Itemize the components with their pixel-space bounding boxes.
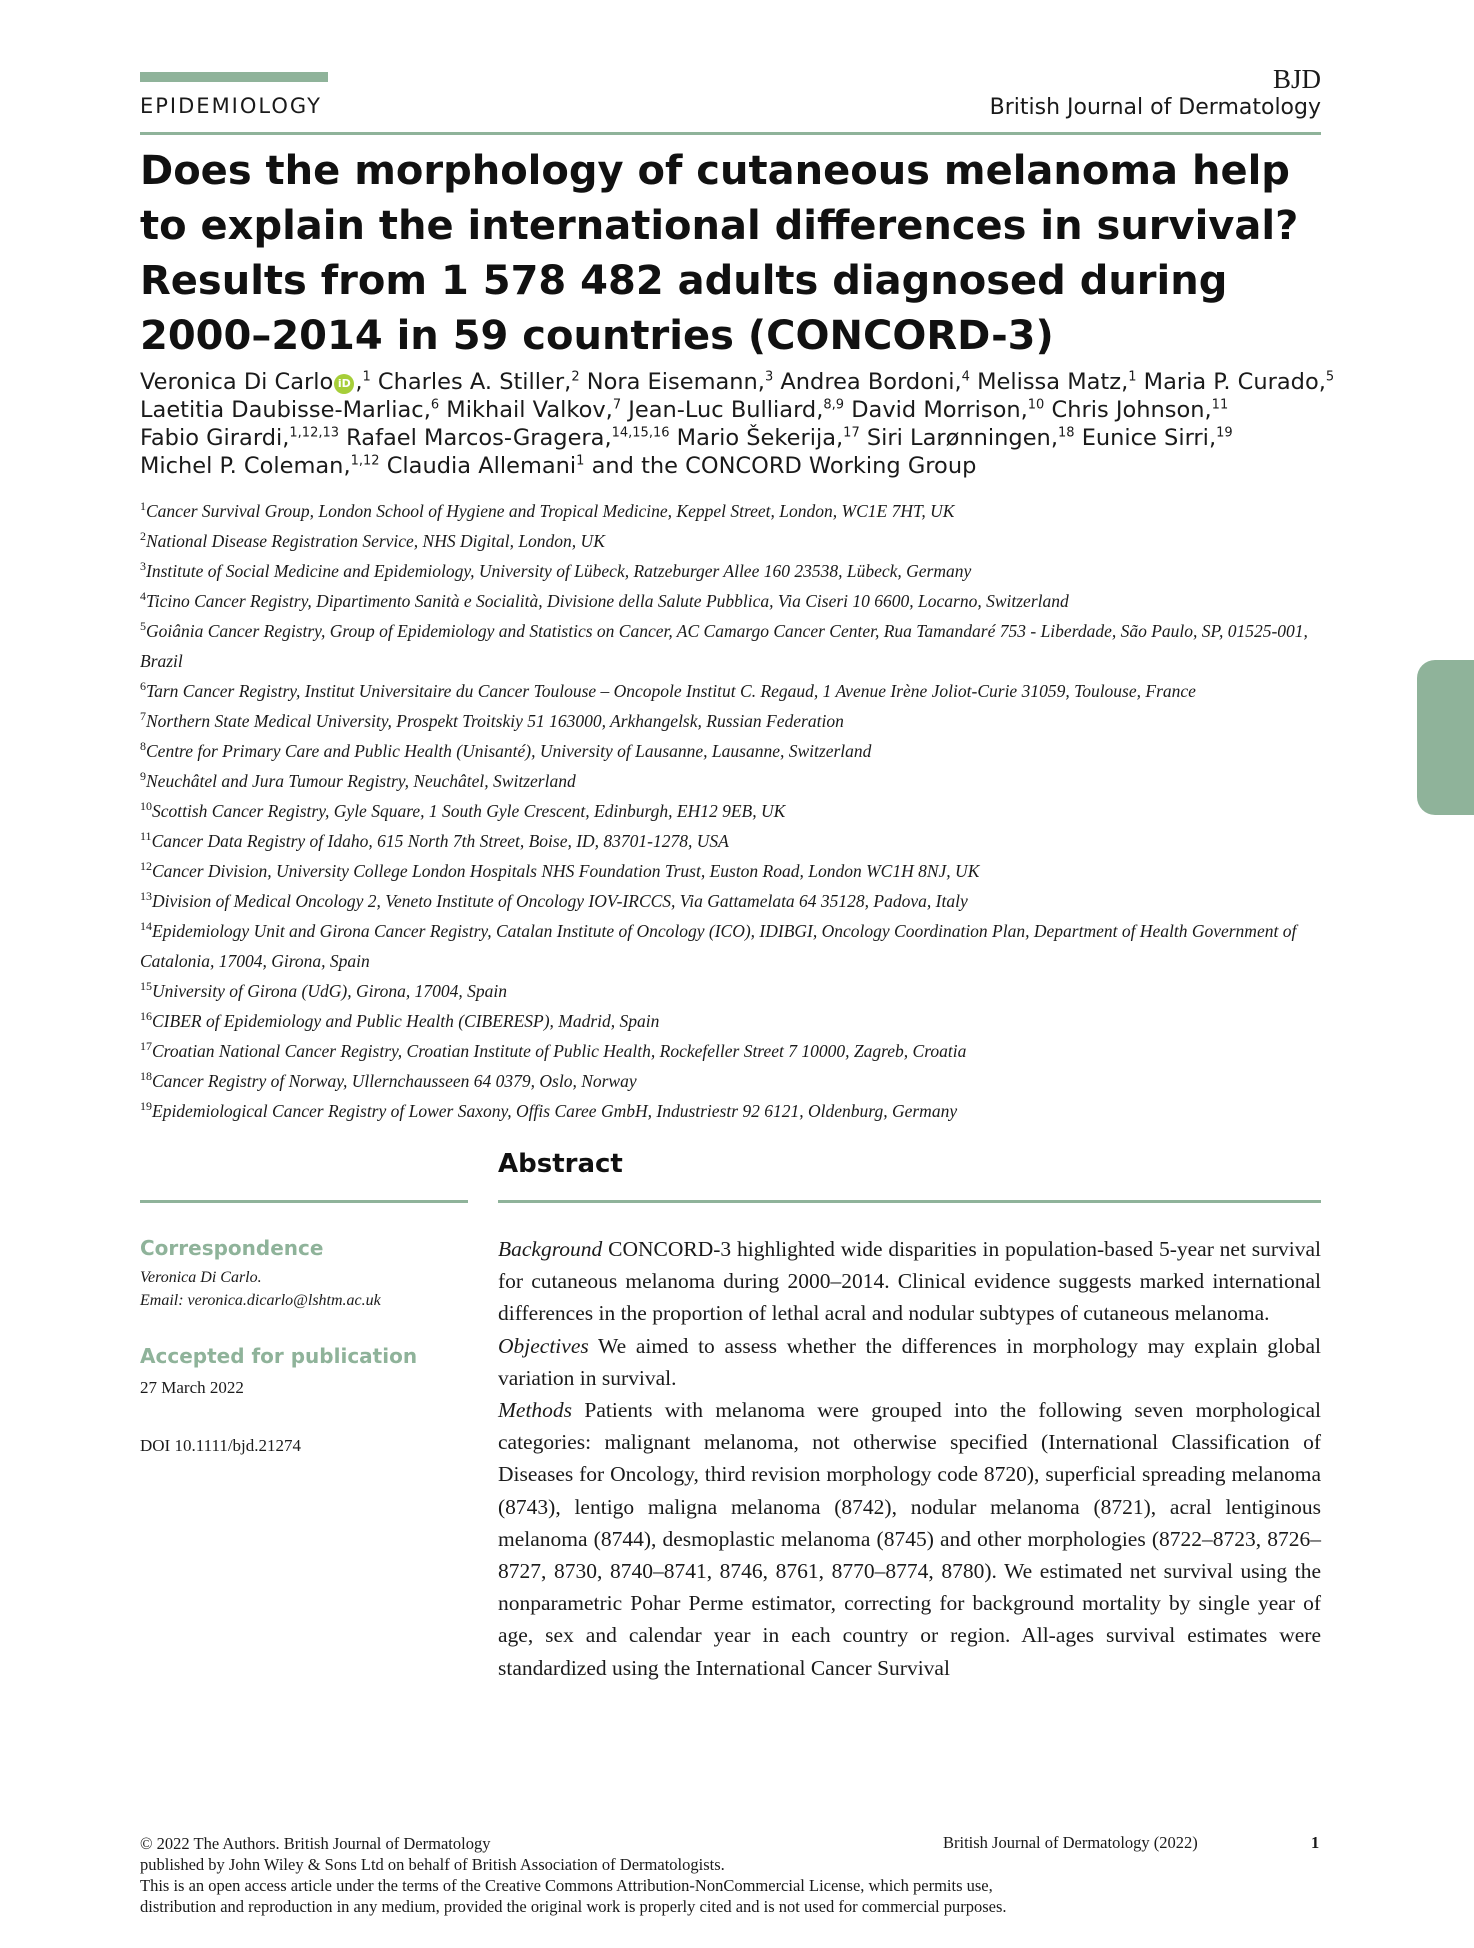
author-affiliation-ref: 2 [571,369,580,385]
author: Mario Šekerija,$^{17}$ [676,425,860,451]
author-affiliation-ref: 1,12,13 [289,425,340,441]
author-affiliation-ref: 11 [1211,397,1229,413]
author-affiliation-ref: 5 [1325,369,1335,385]
author: Michel P. Coleman,$^{1,12}$ [140,453,380,479]
background-text: CONCORD-3 highlighted wide disparities in population-based 5-year net survival for cutaneous melanoma during 2000–2014. Clinical evidence suggests marked international differences in the proportion of lethal acral and nodular subtypes of cutaneous melanoma. [498,1237,1322,1326]
author-name: Michel P. Coleman [140,453,344,479]
author: Melissa Matz,$^1$ [977,369,1137,395]
author: Mikhail Valkov,$^7$ [446,397,622,423]
author-name: Veronica Di Carlo [140,369,334,395]
author-name: Maria P. Curado [1143,369,1319,395]
affiliation-number: 11 [140,829,152,844]
footer-journal-year: British Journal of Dermatology (2022) [943,1833,1198,1852]
author-affiliation-ref: 7 [612,397,622,413]
author-name: Claudia Allemani [386,453,577,479]
author-affiliation-ref: 6 [430,397,440,413]
affiliation-number: 8 [140,739,146,754]
objectives-label: Objectives [498,1333,589,1358]
author-name: Laetitia Daubisse-Marliac [140,397,424,423]
author-group: and the CONCORD Working Group [591,453,977,479]
affiliation-text: Cancer Registry of Norway, Ullernchausseen 64 0379, Oslo, Norway [152,1071,637,1091]
correspondence-email[interactable]: Email: veronica.dicarlo@lshtm.ac.uk [140,1292,381,1309]
affiliation [140,586,1330,616]
author: Andrea Bordoni,$^4$ [780,369,970,395]
affiliation-text: Croatian National Cancer Registry, Croatian Institute of Public Health, Rockefeller Street 7 10000, Zagreb, Croatia [152,1041,967,1061]
affiliation [140,826,1330,856]
page-number: 1 [1311,1833,1320,1852]
affiliation-text: Epidemiology Unit and Girona Cancer Registry, Catalan Institute of Oncology (ICO), IDIBGI, Oncology Coordination Plan, Department of Health Government of Catalonia, 17004, Girona, Spain [140,921,1297,971]
author-name: Rafael Marcos-Gragera [346,425,605,451]
author-affiliation-ref: 8,9 [823,397,845,413]
affiliation-number: 5 [140,619,146,634]
author-name: Jean-Luc Bulliard [628,397,817,423]
author-affiliation-ref: 4 [961,369,970,385]
correspondence-name: Veronica Di Carlo. [140,1269,262,1286]
affiliation [140,856,1330,886]
author: Siri Larønningen,$^{18}$ [866,425,1075,451]
affiliation [140,886,1330,916]
affiliation-text: Goiânia Cancer Registry, Group of Epidemiology and Statistics on Cancer, AC Camargo Cancer Center, Rua Tamandaré 753 - Liberdade, São Paulo, SP, 01525-001, Brazil [140,621,1308,671]
section-label: EPIDEMIOLOGY [140,94,322,118]
author: Rafael Marcos-Gragera,$^{14,15,16}$ [346,425,670,451]
background-label: Background [498,1237,603,1261]
article-info-sidebar [140,1236,470,1456]
abstract-background [498,1233,1321,1330]
affiliation [140,706,1330,736]
abstract-objectives [498,1330,1321,1394]
affiliation-number: 10 [140,799,152,814]
methods-text: Patients with melanoma were grouped into the following seven morphological categories: malignant melanoma, not otherwise specified (International Classification of Diseases for Oncology, third revision morphology code 8720), superficial spreading melanoma (8743), lentigo maligna melanoma (8742), nodular melanoma (8721), acral lentiginous melanoma (8744), desmoplastic melanoma (8745) and other morphologies (8722–8723, 8726–8727, 8730, 8740–8741, 8746, 8761, 8770–8774, 8780). We estimated net survival using the nonparametric Pohar Perme estimator, correcting for background mortality by single year of age, sex and calendar year in each country or region. All-ages survival estimates were standardized using the International Cancer Survival [498,1398,1321,1680]
author-affiliation-ref: 1 [576,453,585,469]
methods-label: Methods [498,1398,573,1423]
author-affiliation-ref: 10 [1027,397,1045,413]
affiliation-text: Division of Medical Oncology 2, Veneto Institute of Oncology IOV-IRCCS, Via Gattamelata 64 35128, Padova, Italy [152,891,968,911]
author: Laetitia Daubisse-Marliac,$^6$ [140,397,440,423]
author-name: Charles A. Stiller [377,369,565,395]
author-affiliation-ref: 1 [362,369,371,385]
affiliation-number: 2 [140,529,146,544]
affiliation [140,676,1330,706]
header-rule [140,132,1321,135]
journal-name: British Journal of Dermatology [989,95,1321,120]
affiliation-text: Institute of Social Medicine and Epidemiology, University of Lübeck, Ratzeburger Allee 160 23538, Lübeck, Germany [146,561,972,581]
affiliation-text: Centre for Primary Care and Public Health (Unisanté), University of Lausanne, Lausanne, Switzerland [146,741,872,761]
affiliation-number: 9 [140,769,146,784]
abstract-methods [498,1394,1321,1684]
affiliation-number: 18 [140,1069,152,1084]
author: Maria P. Curado,$^5$ [1143,369,1335,395]
author: Veronica Di Carlo iD ,$^1$ [140,369,371,395]
affiliation-text: Neuchâtel and Jura Tumour Registry, Neuchâtel, Switzerland [146,771,576,791]
affiliation-text: Northern State Medical University, Prospekt Troitskiy 51 163000, Arkhangelsk, Russian Federation [146,711,844,731]
author-name: Chris Johnson [1051,397,1205,423]
author-name: David Morrison [851,397,1021,423]
author: Fabio Girardi,$^{1,12,13}$ [140,425,340,451]
header-accent-bar [140,72,328,82]
affiliation-text: Scottish Cancer Registry, Gyle Square, 1 South Gyle Crescent, Edinburgh, EH12 9EB, UK [152,801,786,821]
author [387,453,585,479]
footer-license-line-1: This is an open access article under the terms of the Creative Commons Attribution-NonCommercial License, which permits use, [140,1876,993,1895]
affiliation-text: Epidemiological Cancer Registry of Lower Saxony, Offis Caree GmbH, Industriestr 92 6121, Oldenburg, Germany [152,1101,958,1121]
accepted-date: 27 March 2022 [140,1378,244,1397]
author-affiliation-ref: 17 [843,425,860,441]
side-tab-marker [1417,660,1474,815]
footer-copyright: © 2022 The Authors. British Journal of Dermatology [140,1834,491,1853]
author-affiliation-ref: 3 [764,369,774,385]
affiliation [140,616,1330,676]
correspondence-heading: Correspondence [140,1236,324,1260]
affiliation-text: National Disease Registration Service, NHS Digital, London, UK [146,531,605,551]
author: Eunice Sirri,$^{19}$ [1081,425,1233,451]
affiliation-number: 14 [140,919,152,934]
affiliation-text: Tarn Cancer Registry, Institut Universitaire du Cancer Toulouse – Oncopole Institut C. Regaud, 1 Avenue Irène Joliot-Curie 31059, Toulouse, France [146,681,1196,701]
abstract-rule [498,1200,1321,1203]
affiliation [140,526,1330,556]
affiliation-number: 1 [140,499,146,514]
affiliation [140,916,1330,976]
affiliation-number: 7 [140,709,146,724]
author-affiliation-ref: 19 [1216,425,1233,441]
affiliation [140,556,1330,586]
article-title: Does the morphology of cutaneous melanoma help to explain the international differences in survival? Results from 1 578 482 adults diagnosed during 2000–2014 in 59 countries (CONCORD-3) [140,148,1299,359]
author: Nora Eisemann,$^3$ [586,369,774,395]
author-affiliation-ref: 1 [1128,369,1137,385]
abstract-heading: Abstract [498,1149,623,1179]
objectives-text: We aimed to assess whether the differences in morphology may explain global variation in survival. [498,1333,1321,1390]
author-name: Mikhail Valkov [446,397,606,423]
author: David Morrison,$^{10}$ [851,397,1045,423]
author-name: Mario Šekerija [676,425,837,451]
author-name: Andrea Bordoni [780,369,955,395]
affiliation [140,736,1330,766]
affiliation-number: 4 [140,589,146,604]
affiliation [140,976,1330,1006]
author-name: Siri Larønningen [866,425,1051,451]
orcid-icon[interactable]: iD [334,374,354,394]
affiliation [140,1066,1330,1096]
footer-license-line-2: distribution and reproduction in any medium, provided the original work is properly cited and is not used for commercial purposes. [140,1897,1007,1916]
affiliation [140,1036,1330,1066]
author: Jean-Luc Bulliard,$^{8,9}$ [628,397,845,423]
affiliation-text: University of Girona (UdG), Girona, 17004, Spain [152,981,507,1001]
author-name: Nora Eisemann [586,369,758,395]
affiliation [140,766,1330,796]
author-name: Eunice Sirri [1081,425,1209,451]
author-affiliation-ref: 1,12 [350,453,380,469]
affiliation [140,1006,1330,1036]
affiliation-text: Cancer Data Registry of Idaho, 615 North 7th Street, Boise, ID, 83701-1278, USA [151,831,729,851]
affiliation-text: Ticino Cancer Registry, Dipartimento Sanità e Socialità, Divisione della Salute Pubblica, Via Ciseri 10 6600, Locarno, Switzerland [146,591,1069,611]
affiliation-text: CIBER of Epidemiology and Public Health (CIBERESP), Madrid, Spain [152,1011,660,1031]
affiliation-text: Cancer Survival Group, London School of Hygiene and Tropical Medicine, Keppel Street, London, WC1E 7HT, UK [146,501,955,521]
footer-publisher: published by John Wiley & Sons Ltd on behalf of British Association of Dermatologists. [140,1855,725,1874]
author-name: Melissa Matz [977,369,1122,395]
author-list [140,368,1340,480]
author-affiliation-ref: 18 [1057,425,1075,441]
affiliation [140,1096,1330,1126]
journal-abbreviation: BJD [1272,64,1321,94]
affiliation-number: 15 [140,979,152,994]
accepted-heading: Accepted for publication [140,1344,418,1368]
affiliation-number: 16 [140,1009,152,1024]
doi[interactable]: DOI 10.1111/bjd.21274 [140,1436,302,1455]
author-name: Fabio Girardi [140,425,283,451]
affiliation-number: 12 [140,859,152,874]
affiliation-number: 19 [140,1099,152,1114]
affiliation-list [140,496,1330,1126]
affiliation [140,796,1330,826]
author-affiliation-ref: 14,15,16 [611,425,670,441]
sidebar-rule [140,1200,468,1203]
author: Chris Johnson,$^{11}$ [1051,397,1229,423]
affiliation-number: 17 [140,1039,152,1054]
abstract-body [498,1233,1321,1684]
affiliation-number: 3 [140,559,146,574]
affiliation [140,496,1330,526]
affiliation-number: 13 [140,889,152,904]
affiliation-text: Cancer Division, University College London Hospitals NHS Foundation Trust, Euston Road, London WC1H 8NJ, UK [152,861,980,881]
author: Charles A. Stiller,$^2$ [377,369,580,395]
affiliation-number: 6 [140,679,146,694]
